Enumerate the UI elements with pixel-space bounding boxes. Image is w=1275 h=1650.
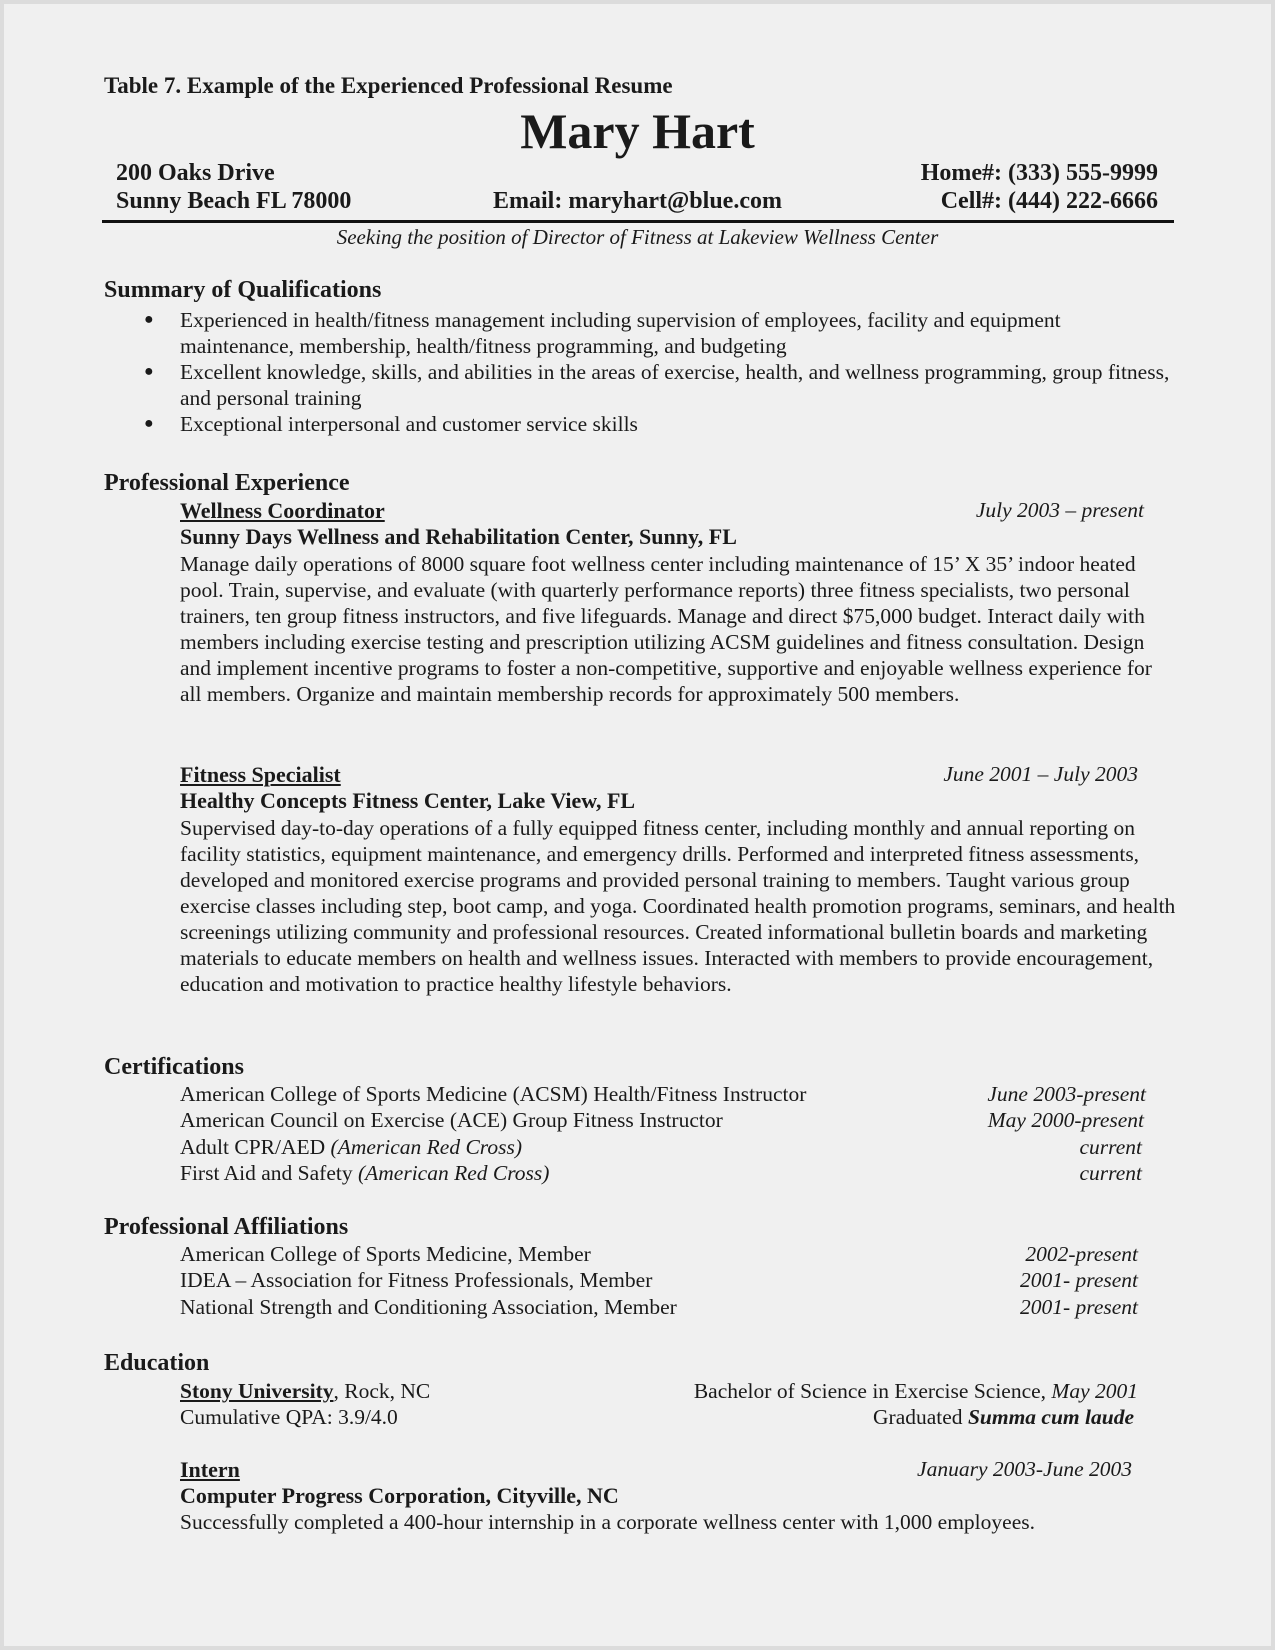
applicant-name: Mary Hart: [520, 103, 755, 159]
certification-title: Adult CPR/AED: [180, 1135, 331, 1159]
certification-issuer: (American Red Cross): [357, 1161, 550, 1185]
job-dates: July 2003 – present: [975, 498, 1144, 522]
affiliation-dates: 2001- present: [1019, 1268, 1138, 1292]
experience-heading: Professional Experience: [104, 470, 350, 496]
summary-list: [140, 307, 1180, 437]
intern-dates: January 2003-June 2003: [917, 1457, 1132, 1481]
bullet-icon: ●: [144, 363, 154, 380]
home-phone: Home#: (333) 555-9999: [920, 160, 1158, 186]
school: [180, 1379, 430, 1404]
affiliation-dates: 2002-present: [1025, 1242, 1138, 1266]
certification-dates: May 2000-present: [987, 1108, 1144, 1132]
bullet-text: Excellent knowledge, skills, and abilities in the areas of exercise, health, and wellness programming, group fitness, and personal training: [180, 360, 1170, 410]
job-dates: June 2001 – July 2003: [943, 762, 1138, 786]
address-line-1: 200 Oaks Drive: [116, 160, 275, 186]
intern-organization: Computer Progress Corporation, Cityville, NC: [180, 1483, 619, 1508]
degree-name: Bachelor of Science in Exercise Science,: [693, 1379, 1052, 1403]
certification-title: American College of Sports Medicine (ACSM) Health/Fitness Instructor: [180, 1082, 807, 1106]
bullet-text: Exceptional interpersonal and customer service skills: [180, 412, 638, 436]
affiliation-name: IDEA – Association for Fitness Professionals, Member: [180, 1268, 653, 1292]
certification-title: First Aid and Safety: [180, 1161, 358, 1185]
job-organization: Healthy Concepts Fitness Center, Lake View, FL: [180, 788, 636, 813]
cell-phone: Cell#: (444) 222-6666: [940, 188, 1158, 214]
degree: [600, 1379, 1138, 1404]
job-title: Fitness Specialist: [180, 762, 341, 787]
qpa: Cumulative QPA: 3.9/4.0: [180, 1405, 398, 1429]
objective: Seeking the position of Director of Fitness at Lakeview Wellness Center: [336, 225, 939, 249]
bullet-icon: ●: [144, 311, 154, 328]
school-name: Stony University: [180, 1379, 334, 1403]
address-line-2: Sunny Beach FL 78000: [116, 188, 352, 214]
affiliation-dates: 2001- present: [1019, 1295, 1138, 1319]
job-description: Manage daily operations of 8000 square foot wellness center including maintenance of 15’ X 35’ indoor heated pool. Train, supervise, and evaluate (with quarterly performance reports) three fitness specialists, two personal trainers, ten group fitness instructors, and five lifeguards. Manage and direct $75,000 budget. Interact daily with members including exercise testing and prescription utilizing ACSM guidelines and fitness consultation. Design and implement incentive programs to foster a non-competitive, supportive and enjoyable wellness experience for all members. Organize and maintain membership records for approximately 500 members.: [180, 552, 1152, 706]
affiliation-name: American College of Sports Medicine, Member: [180, 1242, 591, 1266]
certification-name: [180, 1108, 723, 1133]
certification-dates: current: [1079, 1161, 1142, 1185]
degree-date: May 2001: [1051, 1379, 1138, 1403]
certification-issuer: (American Red Cross): [330, 1135, 523, 1159]
certification-name: [180, 1161, 549, 1186]
table-caption: Table 7. Example of the Experienced Professional Resume: [104, 73, 673, 98]
affiliation-name: National Strength and Conditioning Association, Member: [180, 1295, 677, 1319]
summary-bullet: [140, 411, 1180, 437]
certification-dates: current: [1079, 1135, 1142, 1159]
intern-title: Intern: [180, 1457, 240, 1482]
certification-dates: June 2003-present: [987, 1082, 1146, 1106]
bullet-text: Experienced in health/fitness management including supervision of employees, facility and equipment maintenance, membership, health/fitness programming, and budgeting: [180, 308, 1061, 358]
intern-description: Successfully completed a 400-hour internship in a corporate wellness center with 1,000 employees.: [180, 1510, 1035, 1534]
job-organization: Sunny Days Wellness and Rehabilitation Center, Sunny, FL: [180, 524, 737, 549]
header-divider: [102, 220, 1174, 223]
education-heading: Education: [104, 1350, 210, 1376]
school-location: , Rock, NC: [333, 1379, 431, 1403]
certifications-heading: Certifications: [104, 1054, 244, 1080]
certification-title: American Council on Exercise (ACE) Group Fitness Instructor: [180, 1108, 723, 1132]
honors-value: Summa cum laude: [967, 1405, 1134, 1429]
bullet-icon: ●: [144, 415, 154, 432]
summary-bullet: [140, 307, 1180, 359]
email: Email: maryhart@blue.com: [493, 188, 782, 214]
certification-name: [180, 1135, 522, 1160]
summary-bullet: [140, 359, 1180, 411]
affiliations-heading: Professional Affiliations: [104, 1214, 349, 1240]
certification-name: [180, 1082, 806, 1107]
job-title: Wellness Coordinator: [180, 498, 385, 523]
honors-prefix: Graduated: [873, 1405, 968, 1429]
job-description: Supervised day-to-day operations of a fully equipped fitness center, including monthly and annual reporting on facility statistics, equipment maintenance, and emergency drills. Performed and interpreted fitness assessments, developed and monitored exercise programs and provided personal training to members. Taught various group exercise classes including step, boot camp, and yoga. Coordinated health promotion programs, seminars, and health screenings utilizing community and professional resources. Created informational bulletin boards and marketing materials to educate members on health and wellness issues. Interacted with members to provide encouragement, education and motivation to practice healthy lifestyle behaviors.: [180, 816, 1176, 996]
summary-heading: Summary of Qualifications: [104, 277, 382, 303]
honors: [600, 1405, 1134, 1430]
